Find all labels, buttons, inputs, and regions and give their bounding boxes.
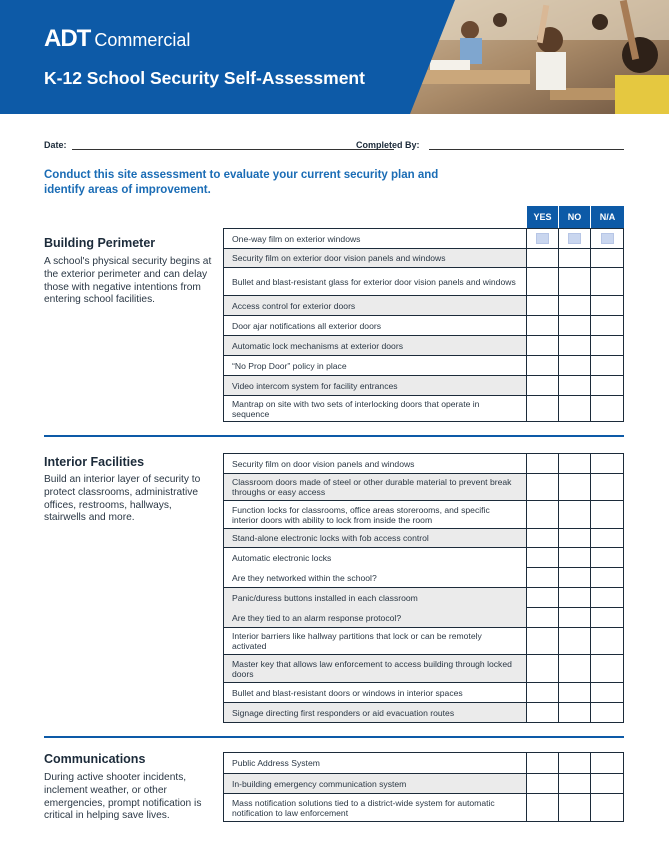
na-cell[interactable] (591, 474, 624, 500)
yes-cell[interactable] (527, 529, 559, 547)
yes-cell[interactable] (527, 376, 559, 395)
yes-cell[interactable] (527, 296, 559, 315)
no-cell[interactable] (559, 588, 591, 608)
question-text: Stand-alone electronic locks with fob access control (223, 529, 527, 547)
checklist-row (223, 454, 624, 474)
na-cell[interactable] (591, 588, 624, 608)
question-text: Access control for exterior doors (223, 296, 527, 315)
na-cell[interactable] (591, 529, 624, 547)
section-title-interior: Interior Facilities (44, 455, 145, 469)
question-text: Security film on exterior door vision panels and windows (223, 249, 527, 267)
na-cell[interactable] (591, 568, 624, 587)
yes-cell[interactable] (527, 683, 559, 702)
yes-cell[interactable] (527, 268, 559, 295)
checklist-row (223, 296, 624, 316)
question-text: Door ajar notifications all exterior doors (223, 316, 527, 335)
date-label: Date: (44, 140, 67, 150)
no-cell[interactable] (559, 655, 591, 682)
question-text: Interior barriers like hallway partitions that lock or can be remotely activated (223, 628, 527, 654)
question-text: Master key that allows law enforcement to access building through locked doors (223, 655, 527, 682)
checklist-row (223, 529, 624, 548)
checklist-row (223, 608, 624, 628)
checklist-row (223, 501, 624, 529)
checklist-row (223, 376, 624, 396)
question-text: Automatic electronic locks (223, 548, 527, 568)
checklist-row (223, 268, 624, 296)
checklist-row (223, 774, 624, 794)
yes-cell[interactable] (527, 474, 559, 500)
yes-cell[interactable] (527, 356, 559, 375)
yes-cell[interactable] (527, 774, 559, 793)
no-cell[interactable] (559, 753, 591, 773)
no-cell[interactable] (559, 268, 591, 295)
na-cell[interactable] (591, 376, 624, 395)
yes-cell[interactable] (527, 655, 559, 682)
na-cell[interactable] (591, 655, 624, 682)
question-text: In-building emergency communication system (223, 774, 527, 793)
na-cell[interactable] (591, 356, 624, 375)
checklist-row (223, 474, 624, 501)
yes-cell[interactable] (527, 396, 559, 421)
question-text: Video intercom system for facility entrances (223, 376, 527, 395)
na-cell[interactable] (591, 316, 624, 335)
adt-commercial-logo (44, 25, 190, 53)
na-cell[interactable] (591, 628, 624, 654)
yes-cell[interactable] (527, 229, 559, 248)
question-text: Bullet and blast-resistant doors or windows in interior spaces (223, 683, 527, 702)
no-cell[interactable] (559, 356, 591, 375)
na-cell[interactable] (591, 548, 624, 568)
yes-cell[interactable] (527, 249, 559, 267)
na-cell[interactable] (591, 268, 624, 295)
no-cell[interactable] (559, 794, 591, 821)
question-text: Security film on door vision panels and windows (223, 454, 527, 473)
no-cell[interactable] (559, 608, 591, 627)
question-text: Mass notification solutions tied to a district-wide system for automatic notification to law enforcement (223, 794, 527, 821)
question-text: Panic/duress buttons installed in each classroom (223, 588, 527, 608)
no-cell[interactable] (559, 548, 591, 568)
checklist-row (223, 356, 624, 376)
question-text: Are they tied to an alarm response protocol? (223, 608, 527, 627)
na-cell[interactable] (591, 249, 624, 267)
perimeter-checklist (223, 228, 624, 422)
checklist-row (223, 703, 624, 723)
no-cell[interactable] (559, 376, 591, 395)
yes-cell[interactable] (527, 753, 559, 773)
section-desc-interior: Build an interior layer of security to protect classrooms, administrative offices, restrooms, hallways, stairwells and more. (44, 474, 201, 524)
no-cell[interactable] (559, 628, 591, 654)
section-title-perimeter: Building Perimeter (44, 236, 156, 250)
communications-checklist (223, 752, 624, 822)
section-title-communications: Communications (44, 752, 146, 766)
question-text: Automatic lock mechanisms at exterior doors (223, 336, 527, 355)
question-text: One-way film on exterior windows (223, 229, 527, 248)
date-field[interactable] (72, 149, 394, 150)
checklist-row (223, 249, 624, 268)
yes-cell[interactable] (527, 703, 559, 722)
no-cell[interactable] (559, 396, 591, 421)
meta-fields (44, 140, 624, 154)
no-cell[interactable] (559, 229, 591, 248)
yes-cell[interactable] (527, 548, 559, 568)
no-cell[interactable] (559, 454, 591, 473)
checklist-row (223, 229, 624, 249)
yes-cell[interactable] (527, 316, 559, 335)
question-text: Function locks for classrooms, office areas storerooms, and specific interior doors with ability to lock from inside the room (223, 501, 527, 528)
yes-cell[interactable] (527, 794, 559, 821)
na-cell[interactable] (591, 608, 624, 627)
intro-text: Conduct this site assessment to evaluate your current security plan and identify areas of improvement. (44, 169, 439, 196)
no-cell[interactable] (559, 501, 591, 528)
question-text: Classroom doors made of steel or other durable material to prevent break throughs or easy access (223, 474, 527, 500)
checklist-row (223, 396, 624, 422)
no-cell[interactable] (559, 703, 591, 722)
yes-checkbox[interactable] (536, 233, 549, 244)
no-cell[interactable] (559, 529, 591, 547)
yes-cell[interactable] (527, 588, 559, 608)
checklist-row (223, 588, 624, 608)
na-cell[interactable] (591, 454, 624, 473)
yes-cell[interactable] (527, 568, 559, 587)
section-desc-communications: During active shooter incidents, inclement weather, or other emergencies, prompt notification is critical in helping save lives. (44, 772, 202, 822)
yes-cell[interactable] (527, 628, 559, 654)
column-header-yes: YES (527, 206, 559, 228)
no-cell[interactable] (559, 336, 591, 355)
no-cell[interactable] (559, 474, 591, 500)
question-text: Signage directing first responders or aid evacuation routes (223, 703, 527, 722)
checklist-row (223, 628, 624, 655)
na-cell[interactable] (591, 753, 624, 773)
header-shape (0, 0, 669, 114)
question-text: Bullet and blast-resistant glass for exterior door vision panels and windows (223, 268, 527, 295)
logo-main: ADT (44, 25, 91, 52)
no-cell[interactable] (559, 568, 591, 587)
checklist-row (223, 548, 624, 568)
no-cell[interactable] (559, 316, 591, 335)
na-cell[interactable] (591, 683, 624, 702)
completed-by-field[interactable] (429, 149, 624, 150)
question-text: “No Prop Door” policy in place (223, 356, 527, 375)
checklist-row (223, 753, 624, 774)
column-header-na: N/A (591, 206, 624, 228)
yes-cell[interactable] (527, 608, 559, 627)
na-cell[interactable] (591, 336, 624, 355)
na-cell[interactable] (591, 794, 624, 821)
no-cell[interactable] (559, 774, 591, 793)
na-cell[interactable] (591, 229, 624, 248)
yes-cell[interactable] (527, 336, 559, 355)
na-cell[interactable] (591, 501, 624, 528)
section-divider (44, 435, 624, 437)
na-checkbox[interactable] (601, 233, 614, 244)
question-text: Mantrap on site with two sets of interlocking doors that operate in sequence (223, 396, 527, 421)
na-cell[interactable] (591, 703, 624, 722)
checklist-row (223, 683, 624, 703)
checklist-row (223, 336, 624, 356)
column-header-no: NO (559, 206, 591, 228)
checklist-row (223, 316, 624, 336)
no-checkbox[interactable] (568, 233, 581, 244)
section-desc-perimeter: A school's physical security begins at the exterior perimeter and can delay those with negative intentions from entering school facilities. (44, 256, 212, 306)
no-cell[interactable] (559, 683, 591, 702)
logo-sub: Commercial (94, 30, 191, 50)
interior-checklist (223, 453, 624, 723)
na-cell[interactable] (591, 396, 624, 421)
question-text: Public Address System (223, 753, 527, 773)
checklist-row (223, 568, 624, 588)
checklist-row (223, 655, 624, 683)
na-cell[interactable] (591, 774, 624, 793)
no-cell[interactable] (559, 296, 591, 315)
checklist-row (223, 794, 624, 822)
completed-by-label: Completed By: (356, 140, 420, 150)
question-text: Are they networked within the school? (223, 568, 527, 587)
no-cell[interactable] (559, 249, 591, 267)
page-title: K-12 School Security Self-Assessment (44, 68, 365, 88)
header-banner (0, 0, 669, 114)
section-divider (44, 736, 624, 738)
na-cell[interactable] (591, 296, 624, 315)
yes-cell[interactable] (527, 501, 559, 528)
yes-cell[interactable] (527, 454, 559, 473)
